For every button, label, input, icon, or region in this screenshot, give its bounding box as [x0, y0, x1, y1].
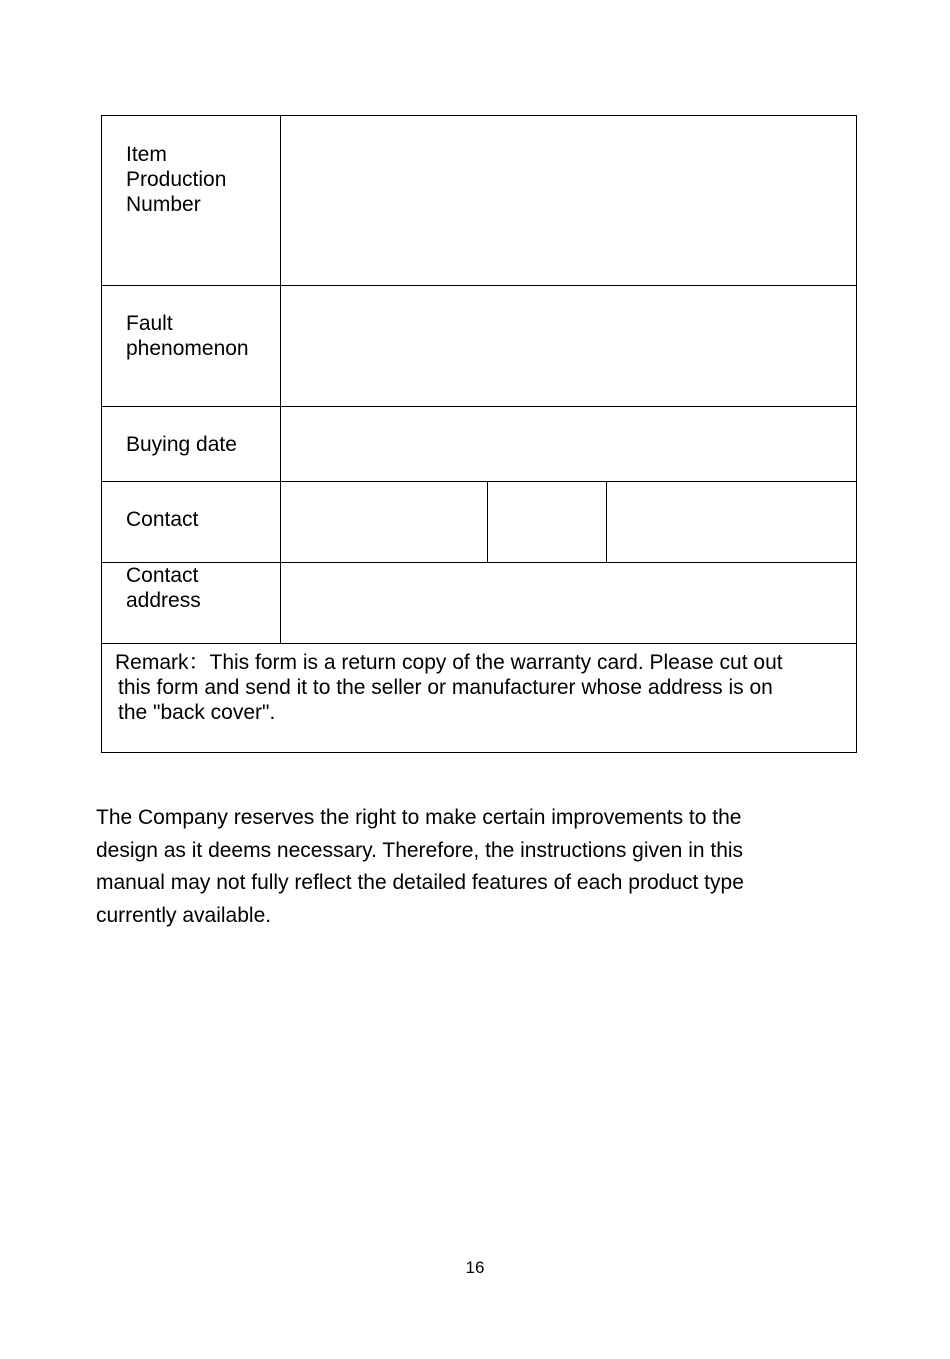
- remark-line: the "back cover".: [118, 701, 276, 724]
- notice-line: currently available.: [96, 903, 272, 927]
- remark-line: Remark：This form is a return copy of the warranty card. Please cut out: [115, 651, 783, 674]
- contact-address-field[interactable]: [281, 563, 856, 643]
- contact-address-label: Contact address: [126, 564, 201, 612]
- item-production-number-field[interactable]: [281, 116, 856, 285]
- contact-field-2[interactable]: [488, 482, 606, 562]
- contact-field-3[interactable]: [607, 482, 856, 562]
- buying-date-field[interactable]: [281, 407, 856, 481]
- buying-date-label: Buying date: [126, 433, 237, 456]
- item-production-number-label: Item Production Number: [126, 143, 227, 216]
- fault-phenomenon-field[interactable]: [281, 286, 856, 406]
- notice-line: The Company reserves the right to make certain improvements to the: [96, 806, 742, 829]
- notice-line: manual may not fully reflect the detailed features of each product type: [96, 871, 744, 894]
- contact-label: Contact: [126, 508, 199, 531]
- contact-field-1[interactable]: [281, 482, 487, 562]
- improvement-notice: [96, 802, 856, 932]
- remark-line: this form and send it to the seller or manufacturer whose address is on: [118, 676, 773, 699]
- fault-phenomenon-label: Fault phenomenon: [126, 312, 249, 360]
- remark: [115, 650, 846, 725]
- notice-line: design as it deems necessary. Therefore, the instructions given in this: [96, 838, 744, 862]
- row-divider: [102, 643, 856, 644]
- page-number: 16: [465, 1258, 485, 1277]
- warranty-return-form: [101, 115, 857, 753]
